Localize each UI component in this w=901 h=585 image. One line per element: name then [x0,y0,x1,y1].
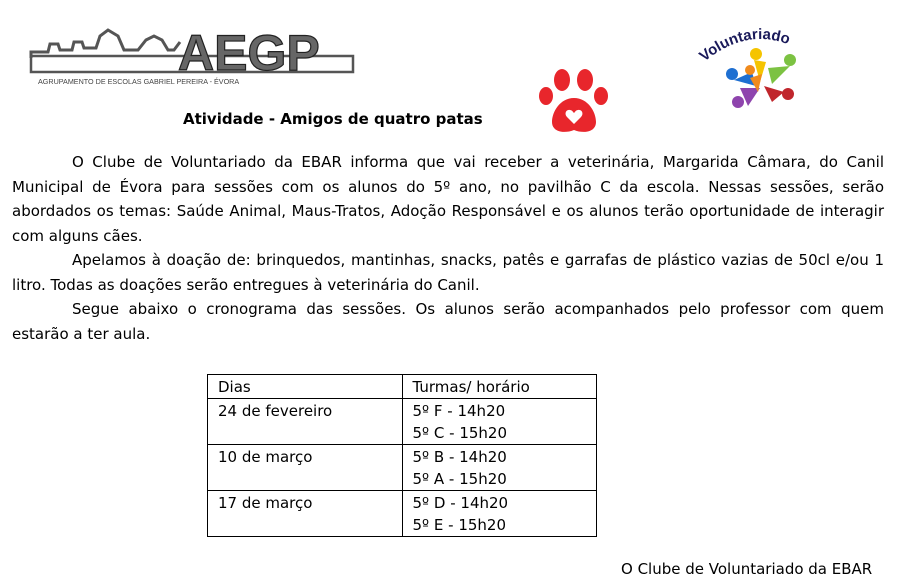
header-days: Dias [208,375,403,399]
row-slots [402,491,596,537]
slot: 5º C - 15h20 [412,424,507,442]
table-header-row [208,375,597,399]
table-row [208,491,597,537]
schedule-table [207,374,597,537]
paragraph-donations: Apelamos à doação de: brinquedos, mantinhas, snacks, patês e garrafas de plástico vazias de 50cl e/ou 1 litro. Todas as doações serão entregues à veterinária do Canil. [12,251,884,294]
paragraph-intro: O Clube de Voluntariado da EBAR informa que vai receber a veterinária, Margarida Câmara, do Canil Municipal de Évora para sessões com os alunos do 5º ano, no pavilhão C da escola. Nessas sessões, serão abordados os temas: Saúde Animal, Maus-Tratos, Adoção Responsável e os alunos terão oportunidade de interagir com alguns cães. [12,153,884,245]
logo-subtitle: AGRUPAMENTO DE ESCOLAS GABRIEL PEREIRA - ÉVORA [38,77,240,86]
table-row [208,399,597,445]
row-slots [402,445,596,491]
page-title: Atividade - Amigos de quatro patas [183,110,483,128]
table-row [208,445,597,491]
row-day: 17 de março [208,491,403,537]
signature: O Clube de Voluntariado da EBAR [621,560,873,578]
paw-icon [538,68,610,136]
skyline-outline [31,30,180,58]
row-slots [402,399,596,445]
voluntariado-logo-text: Voluntariado [696,25,793,66]
row-day: 10 de março [208,445,403,491]
slot: 5º B - 14h20 [412,448,507,466]
slot: 5º F - 14h20 [412,402,506,420]
body-text [12,150,884,346]
header-classes-time: Turmas/ horário [402,375,596,399]
slot: 5º A - 15h20 [412,470,507,488]
voluntariado-logo [690,22,830,122]
slot: 5º E - 15h20 [412,516,507,534]
paragraph-schedule-intro: Segue abaixo o cronograma das sessões. Os alunos serão acompanhados pelo professor com quem estarão a ter aula. [12,300,884,343]
row-day: 24 de fevereiro [208,399,403,445]
logo-text: AEGP [178,25,320,81]
slot: 5º D - 14h20 [412,494,509,512]
aegp-logo [28,22,356,92]
